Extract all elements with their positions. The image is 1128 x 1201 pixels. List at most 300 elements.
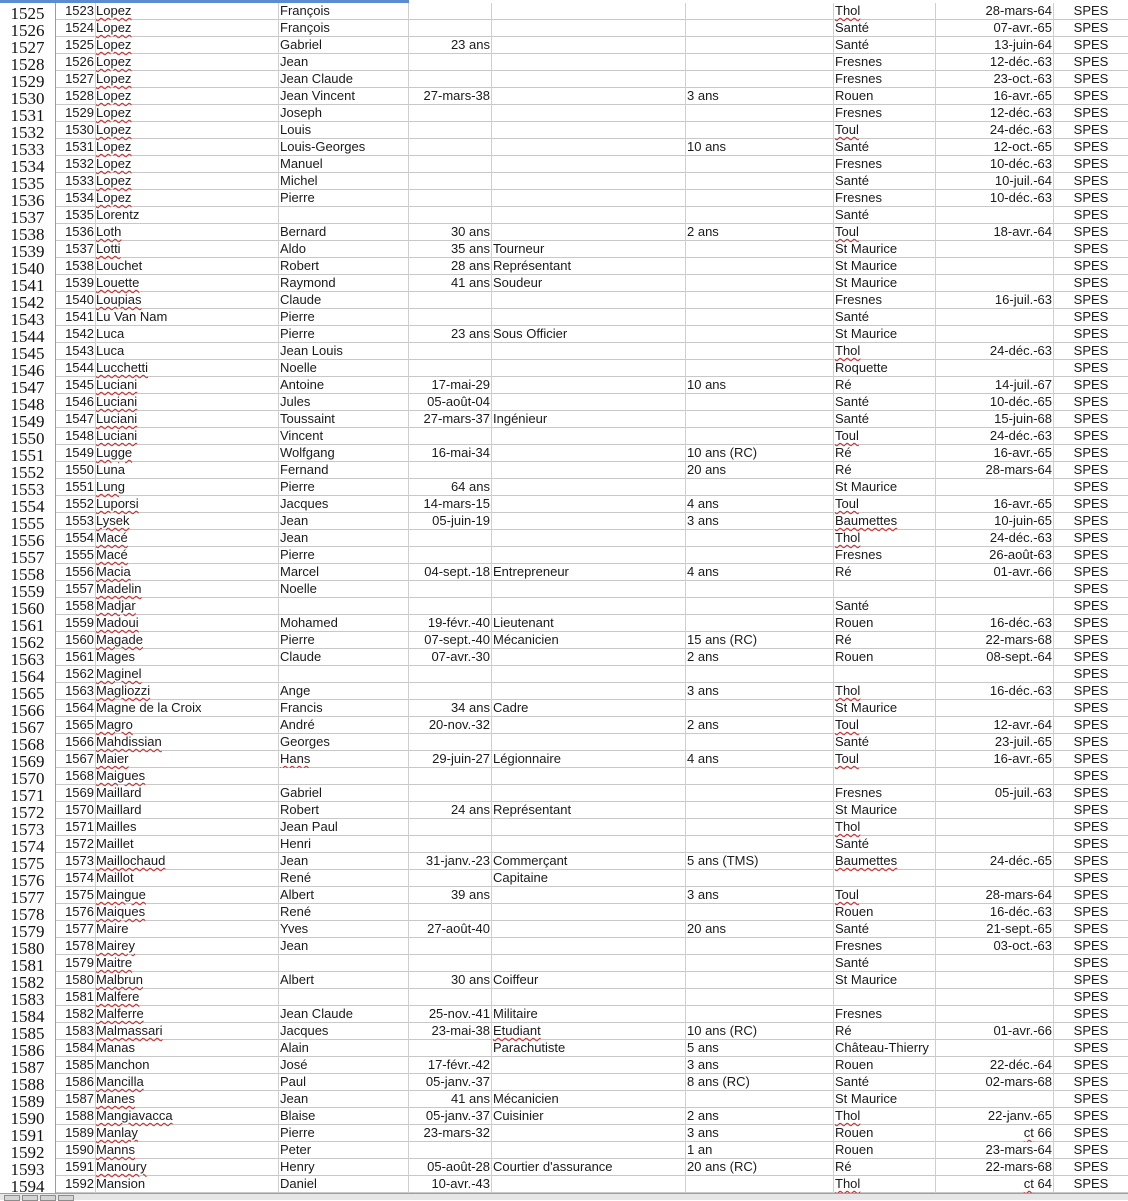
cell-nom[interactable] xyxy=(96,37,278,54)
cell-prenom[interactable]: Robert xyxy=(278,802,409,819)
cell-source[interactable]: SPES xyxy=(1073,989,1109,1004)
cell-id[interactable]: 1550 xyxy=(56,462,96,479)
cell-source[interactable]: SPES xyxy=(1073,139,1109,154)
cell-date[interactable]: 26-août-63 xyxy=(936,547,1054,564)
row-header[interactable]: 1532 xyxy=(0,122,56,139)
cell-profession[interactable] xyxy=(492,207,685,224)
cell-date[interactable] xyxy=(936,1091,1054,1108)
row-header[interactable]: 1559 xyxy=(0,581,56,598)
cell-age[interactable]: 05-juin-19 xyxy=(409,513,492,530)
cell-age[interactable]: 05-janv.-37 xyxy=(409,1108,492,1125)
cell-lieu[interactable]: Fresnes xyxy=(834,156,936,173)
cell-lieu[interactable]: Santé xyxy=(834,955,936,972)
cell-prenom[interactable] xyxy=(278,666,409,683)
cell-date[interactable]: 16-déc.-63 xyxy=(936,615,1054,632)
cell-peine[interactable]: 2 ans xyxy=(685,224,834,241)
cell-peine[interactable]: 15 ans (RC) xyxy=(685,632,834,649)
row-header[interactable]: 1581 xyxy=(0,955,56,972)
cell-prenom[interactable]: Michel xyxy=(278,173,409,190)
cell-prenom[interactable]: Blaise xyxy=(278,1108,409,1125)
cell-nom[interactable] xyxy=(96,428,278,445)
cell-age[interactable]: 31-janv.-23 xyxy=(409,853,492,870)
previous-sheet-button[interactable] xyxy=(22,1195,38,1201)
cell-id[interactable]: 1551 xyxy=(56,479,96,496)
cell-nom[interactable]: Lu Van Nam xyxy=(96,309,168,324)
cell-nom[interactable] xyxy=(96,768,278,785)
cell-id[interactable]: 1584 xyxy=(56,1040,96,1057)
cell-prenom[interactable]: Pierre xyxy=(278,1125,409,1142)
cell-prenom[interactable]: Ange xyxy=(278,683,409,700)
cell-date[interactable]: 22-mars-68 xyxy=(936,632,1054,649)
cell-age[interactable] xyxy=(409,139,492,156)
cell-lieu[interactable]: Roquette xyxy=(834,360,936,377)
cell-date[interactable]: 12-déc.-63 xyxy=(936,105,1054,122)
row-header[interactable]: 1589 xyxy=(0,1091,56,1108)
cell-nom[interactable] xyxy=(96,173,278,190)
cell-date[interactable]: 07-avr.-65 xyxy=(936,20,1054,37)
cell-nom[interactable] xyxy=(96,581,278,598)
cell-lieu[interactable]: St Maurice xyxy=(834,326,936,343)
cell-profession[interactable] xyxy=(492,1176,685,1193)
cell-profession[interactable] xyxy=(492,156,685,173)
row-header[interactable]: 1592 xyxy=(0,1142,56,1159)
cell-age[interactable]: 07-avr.-30 xyxy=(409,649,492,666)
cell-lieu[interactable]: St Maurice xyxy=(834,700,936,717)
cell-profession[interactable]: Cadre xyxy=(493,700,529,715)
cell-id[interactable]: 1569 xyxy=(56,785,96,802)
row-header[interactable]: 1572 xyxy=(0,802,56,819)
cell-profession[interactable] xyxy=(492,343,685,360)
cell-nom[interactable] xyxy=(96,1091,278,1108)
cell-peine[interactable] xyxy=(685,955,834,972)
cell-nom[interactable]: Maire xyxy=(96,921,129,936)
row-header[interactable]: 1557 xyxy=(0,547,56,564)
cell-prenom[interactable]: Claude xyxy=(278,649,409,666)
cell-nom[interactable] xyxy=(96,751,278,768)
cell-profession[interactable] xyxy=(492,1125,685,1142)
cell-lieu[interactable]: Fresnes xyxy=(834,292,936,309)
cell-lieu[interactable] xyxy=(834,768,936,785)
cell-profession[interactable]: Ingénieur xyxy=(493,411,548,426)
cell-peine[interactable]: 10 ans xyxy=(685,139,834,156)
cell-peine[interactable]: 20 ans xyxy=(685,462,834,479)
row-header[interactable]: 1552 xyxy=(0,462,56,479)
cell-profession[interactable]: Légionnaire xyxy=(493,751,561,766)
cell-nom[interactable] xyxy=(96,139,278,156)
cell-id[interactable]: 1553 xyxy=(56,513,96,530)
cell-age[interactable] xyxy=(409,156,492,173)
cell-id[interactable]: 1527 xyxy=(56,71,96,88)
cell-prenom[interactable]: Jules xyxy=(278,394,409,411)
cell-nom[interactable] xyxy=(96,632,278,649)
cell-nom[interactable] xyxy=(96,394,278,411)
cell-nom[interactable] xyxy=(96,598,278,615)
cell-profession[interactable] xyxy=(492,190,685,207)
cell-prenom[interactable]: Daniel xyxy=(278,1176,409,1193)
cell-id[interactable]: 1558 xyxy=(56,598,96,615)
row-header[interactable]: 1531 xyxy=(0,105,56,122)
cell-age[interactable] xyxy=(409,105,492,122)
cell-peine[interactable] xyxy=(685,394,834,411)
cell-date[interactable]: ct 64 xyxy=(936,1176,1054,1193)
cell-profession[interactable] xyxy=(492,547,685,564)
cell-peine[interactable] xyxy=(685,156,834,173)
cell-date[interactable]: 12-déc.-63 xyxy=(936,54,1054,71)
cell-profession[interactable]: Lieutenant xyxy=(493,615,554,630)
cell-prenom[interactable]: Jean xyxy=(278,513,409,530)
first-sheet-button[interactable] xyxy=(4,1195,20,1201)
cell-profession[interactable]: Capitaine xyxy=(493,870,548,885)
cell-lieu[interactable]: Fresnes xyxy=(834,785,936,802)
row-header[interactable]: 1543 xyxy=(0,309,56,326)
cell-profession[interactable] xyxy=(492,428,685,445)
row-header[interactable]: 1542 xyxy=(0,292,56,309)
cell-age[interactable] xyxy=(409,292,492,309)
cell-peine[interactable] xyxy=(685,1091,834,1108)
cell-id[interactable]: 1564 xyxy=(56,700,96,717)
cell-nom[interactable] xyxy=(96,904,278,921)
cell-source[interactable]: SPES xyxy=(1073,938,1109,953)
cell-peine[interactable] xyxy=(685,173,834,190)
cell-profession[interactable] xyxy=(492,938,685,955)
cell-id[interactable]: 1587 xyxy=(56,1091,96,1108)
cell-peine[interactable]: 2 ans xyxy=(685,1108,834,1125)
cell-date[interactable] xyxy=(936,207,1054,224)
cell-nom[interactable]: Lorentz xyxy=(96,207,140,222)
cell-peine[interactable]: 4 ans xyxy=(685,496,834,513)
cell-source[interactable]: SPES xyxy=(1073,530,1109,545)
cell-date[interactable] xyxy=(936,309,1054,326)
cell-age[interactable] xyxy=(409,819,492,836)
cell-nom[interactable]: Mailles xyxy=(96,819,137,834)
cell-profession[interactable] xyxy=(492,666,685,683)
cell-profession[interactable]: Entrepreneur xyxy=(493,564,569,579)
cell-profession[interactable] xyxy=(492,904,685,921)
cell-date[interactable] xyxy=(936,241,1054,258)
cell-id[interactable]: 1560 xyxy=(56,632,96,649)
cell-source[interactable]: SPES xyxy=(1073,683,1109,698)
cell-age[interactable] xyxy=(409,581,492,598)
cell-nom[interactable] xyxy=(96,717,278,734)
cell-age[interactable]: 23-mars-32 xyxy=(409,1125,492,1142)
cell-age[interactable]: 04-sept.-18 xyxy=(409,564,492,581)
cell-prenom[interactable]: Gabriel xyxy=(278,37,409,54)
cell-lieu[interactable] xyxy=(834,887,936,904)
cell-source[interactable]: SPES xyxy=(1073,71,1109,86)
cell-prenom[interactable]: Pierre xyxy=(278,547,409,564)
cell-peine[interactable]: 3 ans xyxy=(685,513,834,530)
row-header[interactable]: 1583 xyxy=(0,989,56,1006)
cell-profession[interactable] xyxy=(492,530,685,547)
cell-age[interactable] xyxy=(409,1040,492,1057)
cell-id[interactable]: 1546 xyxy=(56,394,96,411)
cell-age[interactable] xyxy=(409,309,492,326)
cell-prenom[interactable]: André xyxy=(278,717,409,734)
cell-age[interactable] xyxy=(409,598,492,615)
cell-id[interactable]: 1573 xyxy=(56,853,96,870)
cell-peine[interactable] xyxy=(685,666,834,683)
cell-lieu[interactable]: Santé xyxy=(834,836,936,853)
row-header[interactable]: 1549 xyxy=(0,411,56,428)
cell-profession[interactable] xyxy=(492,785,685,802)
cell-profession[interactable] xyxy=(492,955,685,972)
cell-date[interactable] xyxy=(936,581,1054,598)
cell-profession[interactable]: Cuisinier xyxy=(493,1108,544,1123)
cell-prenom[interactable]: Noelle xyxy=(278,360,409,377)
cell-date[interactable]: 10-déc.-63 xyxy=(936,190,1054,207)
row-header[interactable]: 1586 xyxy=(0,1040,56,1057)
cell-nom[interactable] xyxy=(96,292,278,309)
cell-nom[interactable] xyxy=(96,615,278,632)
cell-lieu[interactable]: Rouen xyxy=(834,904,936,921)
cell-date[interactable]: 02-mars-68 xyxy=(936,1074,1054,1091)
cell-peine[interactable] xyxy=(685,275,834,292)
row-header[interactable]: 1529 xyxy=(0,71,56,88)
cell-peine[interactable]: 3 ans xyxy=(685,88,834,105)
cell-lieu[interactable]: St Maurice xyxy=(834,1091,936,1108)
cell-prenom[interactable]: Mohamed xyxy=(278,615,409,632)
row-header[interactable]: 1561 xyxy=(0,615,56,632)
cell-source[interactable]: SPES xyxy=(1073,445,1109,460)
cell-date[interactable]: 16-avr.-65 xyxy=(936,88,1054,105)
row-header[interactable]: 1547 xyxy=(0,377,56,394)
cell-peine[interactable] xyxy=(685,734,834,751)
cell-prenom[interactable]: Vincent xyxy=(278,428,409,445)
cell-lieu[interactable]: Ré xyxy=(834,377,936,394)
cell-profession[interactable] xyxy=(492,598,685,615)
cell-lieu[interactable]: Ré xyxy=(834,564,936,581)
cell-nom[interactable] xyxy=(96,1074,278,1091)
cell-id[interactable]: 1583 xyxy=(56,1023,96,1040)
cell-lieu[interactable] xyxy=(834,717,936,734)
cell-lieu[interactable] xyxy=(834,513,936,530)
cell-age[interactable]: 19-févr.-40 xyxy=(409,615,492,632)
cell-age[interactable]: 17-févr.-42 xyxy=(409,1057,492,1074)
row-header[interactable]: 1574 xyxy=(0,836,56,853)
cell-peine[interactable] xyxy=(685,207,834,224)
cell-nom[interactable]: Manchon xyxy=(96,1057,150,1072)
cell-source[interactable]: SPES xyxy=(1073,615,1109,630)
cell-source[interactable]: SPES xyxy=(1073,496,1109,511)
cell-lieu[interactable]: St Maurice xyxy=(834,802,936,819)
cell-lieu[interactable]: Ré xyxy=(834,632,936,649)
cell-date[interactable]: 16-avr.-65 xyxy=(936,751,1054,768)
cell-date[interactable]: 24-déc.-63 xyxy=(936,343,1054,360)
cell-profession[interactable] xyxy=(492,989,685,1006)
row-header[interactable]: 1538 xyxy=(0,224,56,241)
cell-age[interactable]: 28 ans xyxy=(409,258,492,275)
cell-nom[interactable] xyxy=(96,1159,278,1176)
cell-profession[interactable] xyxy=(492,1057,685,1074)
cell-profession[interactable]: Tourneur xyxy=(493,241,545,256)
row-header[interactable]: 1533 xyxy=(0,139,56,156)
cell-age[interactable]: 17-mai-29 xyxy=(409,377,492,394)
cell-id[interactable]: 1526 xyxy=(56,54,96,71)
cell-peine[interactable] xyxy=(685,343,834,360)
cell-lieu[interactable] xyxy=(834,530,936,547)
row-header[interactable]: 1575 xyxy=(0,853,56,870)
cell-nom[interactable] xyxy=(96,479,278,496)
cell-lieu[interactable] xyxy=(834,1176,936,1193)
row-header[interactable]: 1571 xyxy=(0,785,56,802)
cell-peine[interactable] xyxy=(685,530,834,547)
cell-lieu[interactable]: Ré xyxy=(834,462,936,479)
cell-lieu[interactable]: Rouen xyxy=(834,1057,936,1074)
cell-nom[interactable] xyxy=(96,564,278,581)
cell-peine[interactable] xyxy=(685,615,834,632)
cell-profession[interactable] xyxy=(492,54,685,71)
cell-source[interactable]: SPES xyxy=(1073,156,1109,171)
cell-prenom[interactable] xyxy=(278,768,409,785)
cell-nom[interactable] xyxy=(96,20,278,37)
cell-peine[interactable] xyxy=(685,785,834,802)
next-sheet-button[interactable] xyxy=(40,1195,56,1201)
cell-lieu[interactable]: Fresnes xyxy=(834,938,936,955)
cell-id[interactable]: 1535 xyxy=(56,207,96,224)
cell-profession[interactable] xyxy=(492,649,685,666)
cell-nom[interactable]: Magne de la Croix xyxy=(96,700,202,715)
cell-nom[interactable] xyxy=(96,1023,278,1040)
cell-id[interactable]: 1572 xyxy=(56,836,96,853)
cell-profession[interactable] xyxy=(492,377,685,394)
cell-source[interactable]: SPES xyxy=(1073,428,1109,443)
cell-id[interactable]: 1524 xyxy=(56,20,96,37)
cell-peine[interactable] xyxy=(685,700,834,717)
cell-source[interactable]: SPES xyxy=(1073,870,1109,885)
cell-peine[interactable] xyxy=(685,37,834,54)
cell-lieu[interactable]: Fresnes xyxy=(834,190,936,207)
cell-age[interactable]: 05-août-28 xyxy=(409,1159,492,1176)
cell-nom[interactable] xyxy=(96,3,278,20)
row-header[interactable]: 1563 xyxy=(0,649,56,666)
cell-id[interactable]: 1557 xyxy=(56,581,96,598)
row-header[interactable]: 1540 xyxy=(0,258,56,275)
cell-peine[interactable] xyxy=(685,190,834,207)
cell-age[interactable]: 05-août-04 xyxy=(409,394,492,411)
cell-profession[interactable]: Représentant xyxy=(493,258,572,273)
cell-source[interactable]: SPES xyxy=(1073,921,1109,936)
cell-peine[interactable]: 8 ans (RC) xyxy=(685,1074,834,1091)
cell-date[interactable]: 10-juil.-64 xyxy=(936,173,1054,190)
cell-date[interactable]: 16-avr.-65 xyxy=(936,496,1054,513)
cell-age[interactable]: 23 ans xyxy=(409,37,492,54)
cell-id[interactable]: 1563 xyxy=(56,683,96,700)
cell-age[interactable]: 39 ans xyxy=(409,887,492,904)
cell-source[interactable]: SPES xyxy=(1073,598,1109,613)
cell-peine[interactable] xyxy=(685,326,834,343)
cell-age[interactable]: 34 ans xyxy=(409,700,492,717)
cell-age[interactable] xyxy=(409,428,492,445)
cell-id[interactable]: 1530 xyxy=(56,122,96,139)
cell-source[interactable]: SPES xyxy=(1073,1074,1109,1089)
row-header[interactable]: 1566 xyxy=(0,700,56,717)
cell-age[interactable] xyxy=(409,547,492,564)
cell-date[interactable]: 22-janv.-65 xyxy=(936,1108,1054,1125)
cell-id[interactable]: 1562 xyxy=(56,666,96,683)
row-header[interactable]: 1528 xyxy=(0,54,56,71)
row-header[interactable]: 1590 xyxy=(0,1108,56,1125)
cell-age[interactable]: 41 ans xyxy=(409,275,492,292)
cell-id[interactable]: 1589 xyxy=(56,1125,96,1142)
cell-source[interactable]: SPES xyxy=(1073,173,1109,188)
cell-prenom[interactable]: Jacques xyxy=(278,1023,409,1040)
cell-age[interactable] xyxy=(409,734,492,751)
cell-age[interactable] xyxy=(409,190,492,207)
row-header[interactable]: 1526 xyxy=(0,20,56,37)
cell-profession[interactable] xyxy=(492,1142,685,1159)
row-header[interactable]: 1539 xyxy=(0,241,56,258)
cell-id[interactable]: 1578 xyxy=(56,938,96,955)
cell-date[interactable]: 15-juin-68 xyxy=(936,411,1054,428)
cell-date[interactable]: 08-sept.-64 xyxy=(936,649,1054,666)
row-header[interactable]: 1551 xyxy=(0,445,56,462)
row-header[interactable]: 1548 xyxy=(0,394,56,411)
cell-prenom[interactable]: Jean xyxy=(278,54,409,71)
cell-lieu[interactable]: Santé xyxy=(834,309,936,326)
cell-profession[interactable] xyxy=(492,768,685,785)
cell-source[interactable]: SPES xyxy=(1073,1125,1109,1140)
cell-profession[interactable] xyxy=(492,360,685,377)
sheet-tab-bar[interactable] xyxy=(0,1193,1128,1200)
cell-age[interactable]: 07-sept.-40 xyxy=(409,632,492,649)
cell-date[interactable]: 28-mars-64 xyxy=(936,887,1054,904)
cell-age[interactable]: 35 ans xyxy=(409,241,492,258)
row-header[interactable]: 1564 xyxy=(0,666,56,683)
cell-date[interactable]: 28-mars-64 xyxy=(936,462,1054,479)
cell-source[interactable]: SPES xyxy=(1073,326,1109,341)
cell-prenom[interactable]: Toussaint xyxy=(278,411,409,428)
cell-age[interactable] xyxy=(409,683,492,700)
cell-prenom[interactable]: Wolfgang xyxy=(278,445,409,462)
cell-prenom[interactable]: Jean Louis xyxy=(278,343,409,360)
cell-source[interactable]: SPES xyxy=(1073,258,1109,273)
cell-nom[interactable] xyxy=(96,190,278,207)
cell-date[interactable]: 18-avr.-64 xyxy=(936,224,1054,241)
cell-profession[interactable] xyxy=(492,496,685,513)
cell-prenom[interactable]: Pierre xyxy=(278,309,409,326)
cell-date[interactable] xyxy=(936,258,1054,275)
cell-peine[interactable] xyxy=(685,292,834,309)
cell-id[interactable]: 1532 xyxy=(56,156,96,173)
row-header[interactable]: 1527 xyxy=(0,37,56,54)
cell-id[interactable]: 1592 xyxy=(56,1176,96,1193)
cell-lieu[interactable] xyxy=(834,3,936,20)
cell-profession[interactable] xyxy=(492,105,685,122)
row-header[interactable]: 1554 xyxy=(0,496,56,513)
cell-age[interactable]: 30 ans xyxy=(409,972,492,989)
cell-id[interactable]: 1579 xyxy=(56,955,96,972)
cell-peine[interactable] xyxy=(685,479,834,496)
cell-age[interactable]: 29-juin-27 xyxy=(409,751,492,768)
cell-nom[interactable] xyxy=(96,1108,278,1125)
cell-prenom[interactable]: Bernard xyxy=(278,224,409,241)
cell-prenom[interactable]: Jean xyxy=(278,853,409,870)
cell-age[interactable] xyxy=(409,870,492,887)
cell-age[interactable] xyxy=(409,54,492,71)
cell-id[interactable]: 1561 xyxy=(56,649,96,666)
cell-prenom[interactable]: René xyxy=(278,904,409,921)
row-header[interactable]: 1541 xyxy=(0,275,56,292)
cell-source[interactable]: SPES xyxy=(1073,394,1109,409)
cell-id[interactable]: 1591 xyxy=(56,1159,96,1176)
cell-date[interactable]: 03-oct.-63 xyxy=(936,938,1054,955)
cell-date[interactable] xyxy=(936,1040,1054,1057)
cell-lieu[interactable] xyxy=(834,666,936,683)
cell-id[interactable]: 1577 xyxy=(56,921,96,938)
cell-lieu[interactable]: Rouen xyxy=(834,88,936,105)
cell-source[interactable]: SPES xyxy=(1073,37,1109,52)
cell-lieu[interactable]: Santé xyxy=(834,734,936,751)
